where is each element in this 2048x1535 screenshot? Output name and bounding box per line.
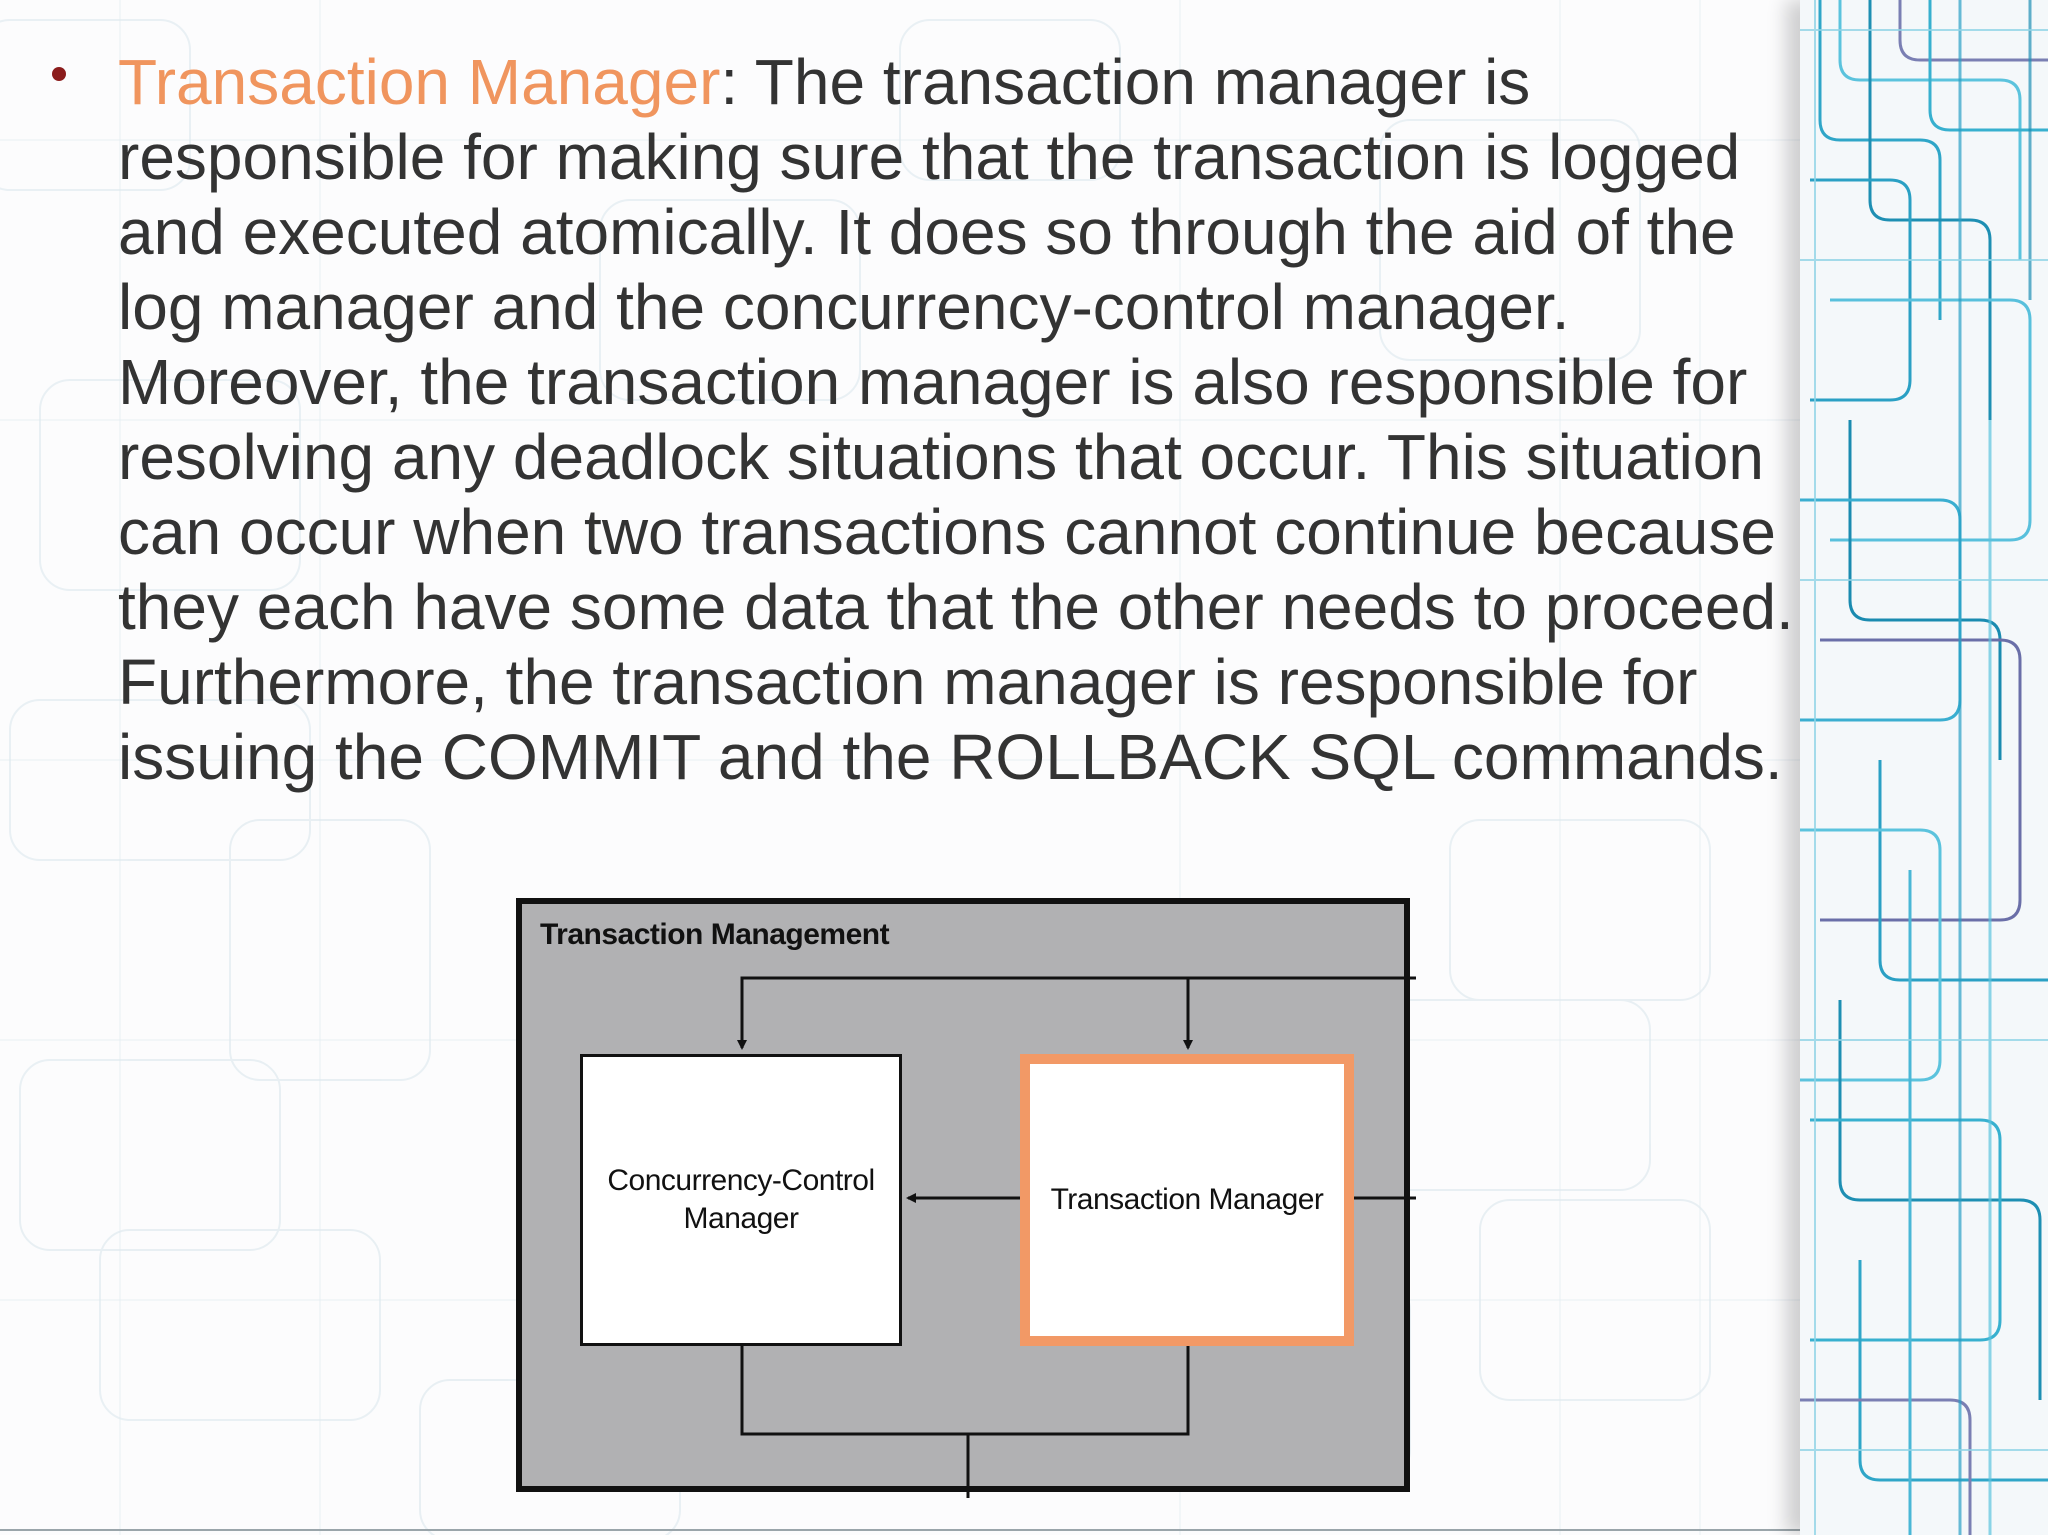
ccm-label-line1: Concurrency-Control: [607, 1164, 875, 1197]
decorative-side-panel: [1800, 0, 2048, 1535]
diagram-title: Transaction Management: [540, 918, 890, 951]
circuit-pattern-icon: [1800, 0, 2048, 1535]
transaction-management-diagram: [516, 898, 1416, 1498]
bullet-paragraph: [118, 45, 1798, 795]
tm-label: Transaction Manager: [1050, 1183, 1324, 1216]
bullet-term: Transaction Manager: [118, 46, 721, 118]
top-connector: [742, 978, 1416, 1048]
bottom-connector: [742, 1346, 1188, 1434]
concurrency-control-manager-box: [580, 1054, 902, 1346]
ccm-label-line2: Manager: [683, 1202, 799, 1235]
transaction-manager-box: [1020, 1054, 1354, 1346]
bullet-body: : The transaction manager is responsible for making sure that the transaction is logged and executed atomically. It does so through the aid of the log manager and the concurrency-control manager. Moreover, the transaction manager is also responsible for resolving any deadlock situations that occur. This situation can occur when two transactions cannot continue because they each have some data that the other needs to proceed. Furthermore, the transaction manager is responsible for issuing the COMMIT and the ROLLBACK SQL commands.: [118, 46, 1794, 793]
bullet-dot-icon: [52, 67, 66, 81]
